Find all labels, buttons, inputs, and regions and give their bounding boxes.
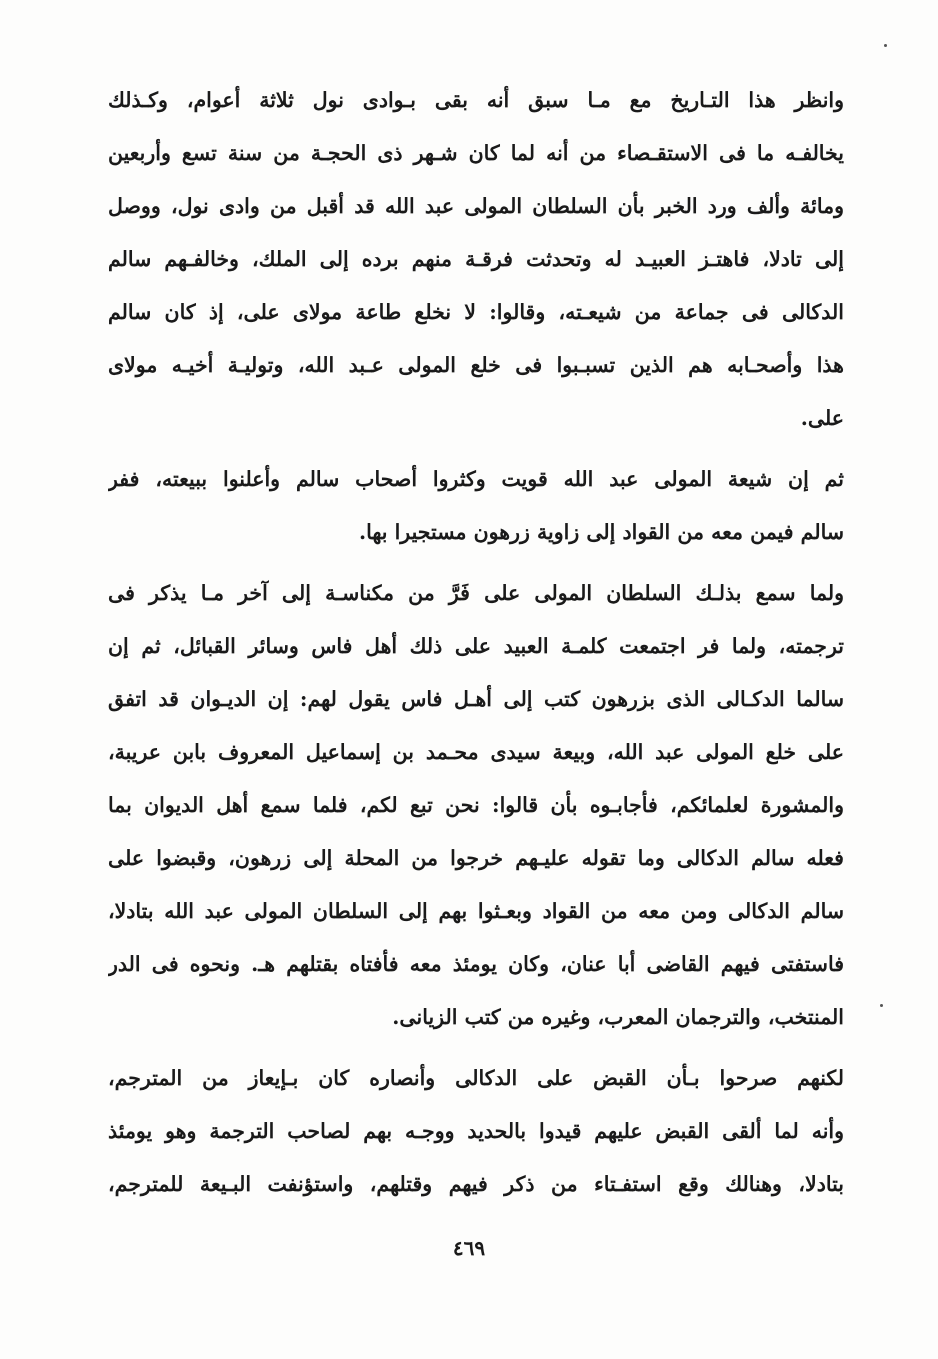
text-line: المنتخب، والترجمان المعرب، وغيره من كتب الزيانى. [392, 1005, 844, 1029]
text-line: فاستفتى فيهم القاضى أبا عنان، وكان يومئذ معه فأفتاه بقتلهم هـ. ونحوه فى الدر [108, 952, 844, 976]
paragraph-4 [108, 1052, 844, 1211]
text-line: سالما الدكـالى الذى بزرهون كتب إلى أهـل فاس يقول لهم: إن الديـوان قد اتفق [108, 687, 844, 711]
text-line: فعله سالم الدكالى وما تقوله عليـهم خرجوا من المحلة إلى زرهون، وقبضوا على [108, 846, 844, 870]
text-line: هذا وأصحـابه هم الذين تسبـبوا فى خلع المولى عـبد الله، وتوليـة أخيـه مولاى [108, 353, 844, 377]
scan-speck [884, 44, 887, 47]
text-line: إلى تادلا، فاهتـز العبيـد له وتحدثت فرقـة منهم برده إلى الملك، وخالفـهم سالم [108, 247, 844, 271]
text-line: سالم الدكالى ومن معه من القواد وبعـثوا بهم إلى السلطان المولى عبد الله بتادلا، [108, 899, 844, 923]
text-line: على. [800, 406, 844, 430]
text-line: لكنهم صرحوا بـأن القبض على الدكالى وأنصاره كان بـإيعاز من المترجم، [108, 1066, 844, 1090]
scan-speck [880, 1004, 883, 1007]
text-line: ترجمته، ولما فر اجتمعت كلمـة العبيد على ذلك أهل فاس وسائر القبائل، ثم إن [108, 634, 844, 658]
text-line: بتادلا، وهنالك وقع استفـتاء من ذكر فيهم وقتلهم، واستؤنفت البـيعة للمترجم، [108, 1172, 844, 1196]
text-line: يخالفـه ما فى الاستقـصاء من أنه لما كان شـهر ذى الحجـة من سنة تسع وأربعين [108, 141, 844, 165]
text-line: وأنه لما ألقى القبض عليهم قيدوا بالحديد ووجـه بهم لصاحب الترجمة وهو يومئذ [108, 1119, 844, 1143]
text-line: ومائة وألف ورد الخبر بأن السلطان المولى عبد الله قد أقبل من وادى نول، ووصل [108, 194, 844, 218]
body-text [108, 74, 844, 1211]
paragraph-1 [108, 74, 844, 445]
paragraph-3 [108, 567, 844, 1044]
text-line: ولما سمع بذلـك السلطان المولى على فَرَّ من مكناسـة إلى آخر مـا يذكر فى [108, 581, 844, 605]
text-line: وانظر هذا التـاريخ مع مـا سبق أنه بقى بـوادى نول ثلاثة أعوام، وكـذلك [108, 88, 844, 112]
text-line: سالم فيمن معه من القواد إلى زاوية زرهون مستجيرا بها. [358, 520, 844, 544]
paragraph-2 [108, 453, 844, 559]
text-line: والمشورة لعلمائكم، فأجابـوه بأن قالوا: نحن تبع لكم، فلما سمع أهل الديوان بما [108, 793, 844, 817]
page-number: ٤٦٩ [452, 1236, 486, 1260]
text-line: على خلع المولى عبد الله، وبيعة سيدى محـمد بن إسماعيل المعروف بابن عريبة، [108, 740, 844, 764]
text-line: الدكالى فى جماعة من شيعـته، وقالوا: لا نخلع طاعة مولاى على، إذ كان سالم [108, 300, 844, 324]
text-line: ثم إن شيعة المولى عبد الله قويت وكثروا أصحاب سالم وأعلنوا ببيعته، ففر [108, 467, 844, 491]
